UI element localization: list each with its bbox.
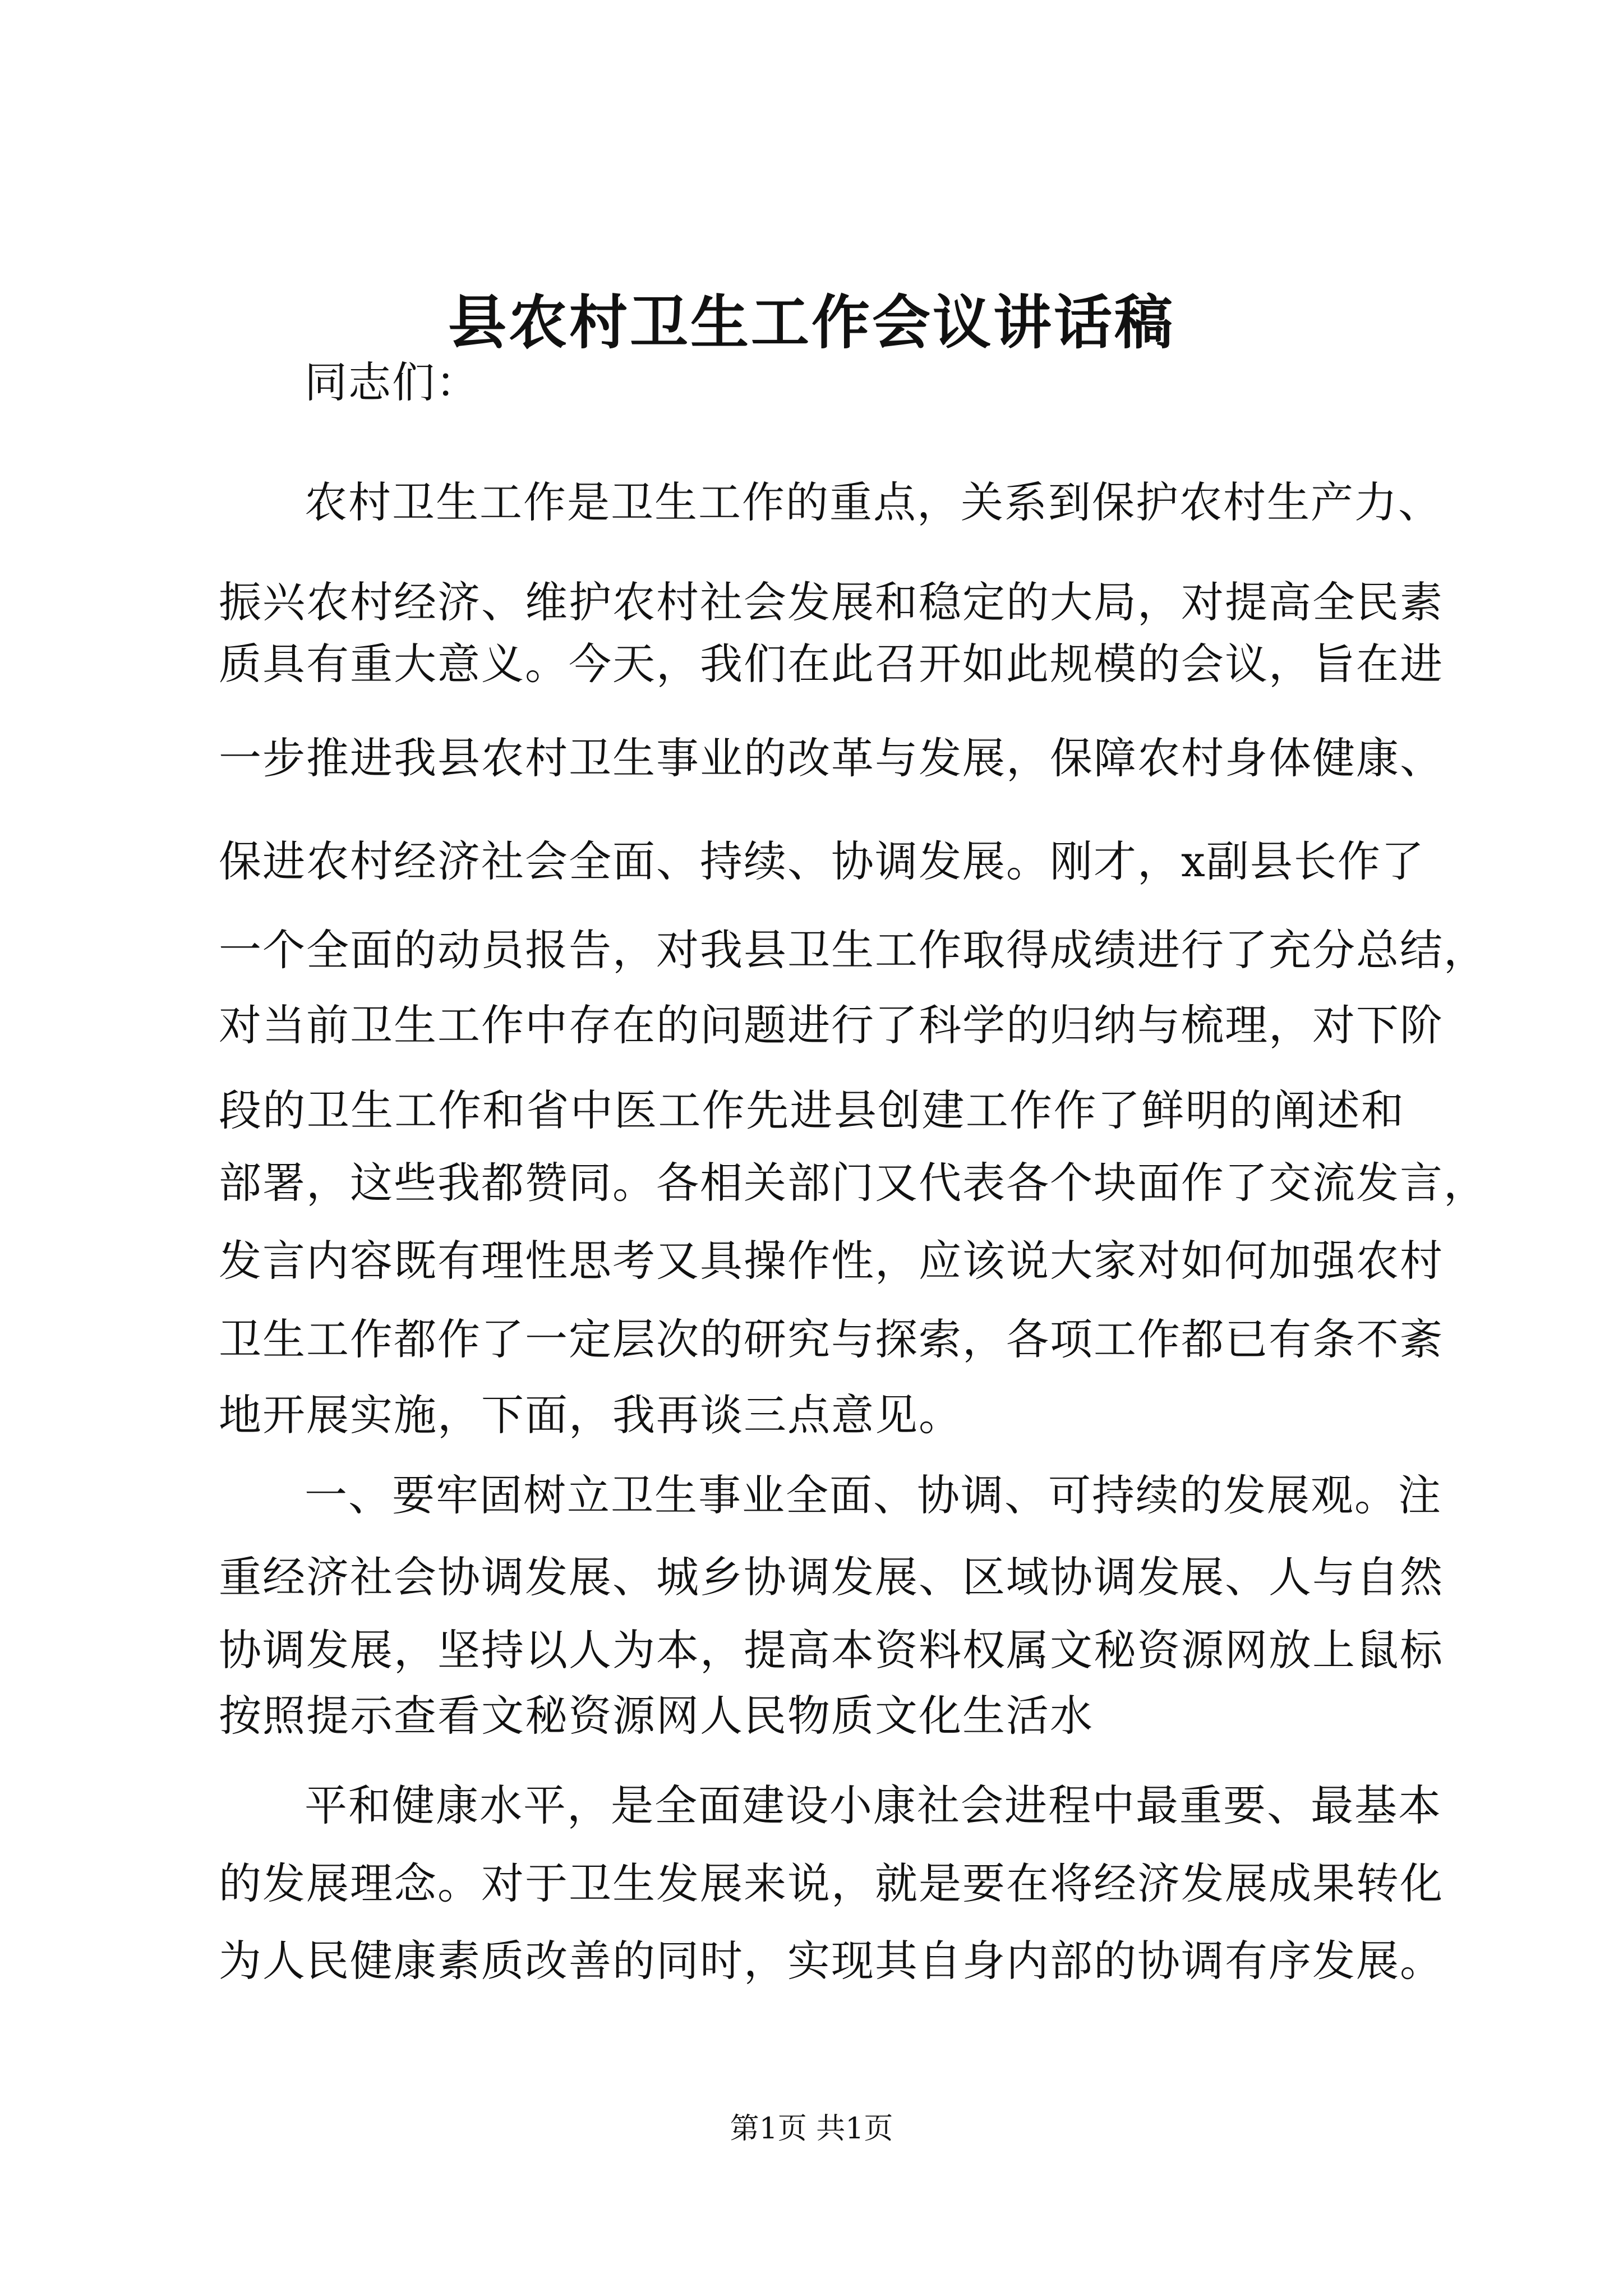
paragraph-line: 质具有重大意义。今天，我们在此召开如此规模的会议，旨在进 [219, 639, 1444, 689]
paragraph-line: 卫生工作都作了一定层次的研究与探索，各项工作都已有条不紊 [219, 1314, 1444, 1364]
paragraph-line: 部署，这些我都赞同。各相关部门又代表各个块面作了交流发言， [219, 1158, 1487, 1208]
paragraph-line: 一步推进我县农村卫生事业的改革与发展，保障农村身体健康、 [219, 733, 1444, 783]
paragraph-line: 按照提示查看文秘资源网人民物质文化生活水 [219, 1691, 1094, 1741]
paragraph-line: 保进农村经济社会全面、持续、协调发展。刚才，x副县长作了 [219, 836, 1425, 886]
paragraph-line: 一、要牢固树立卫生事业全面、协调、可持续的发展观。注 [305, 1470, 1442, 1520]
paragraph-line: 农村卫生工作是卫生工作的重点，关系到保护农村生产力、 [305, 477, 1442, 527]
paragraph-line: 平和健康水平，是全面建设小康社会进程中最重要、最基本 [305, 1780, 1442, 1830]
paragraph-line: 地开展实施，下面，我再谈三点意见。 [219, 1390, 962, 1440]
document-title: 县农村卫生工作会议讲话稿 [448, 288, 1175, 357]
salutation: 同志们： [305, 357, 479, 407]
paragraph-line: 协调发展，坚持以人为本，提高本资料权属文秘资源网放上鼠标 [219, 1625, 1444, 1675]
paragraph-line: 重经济社会协调发展、城乡协调发展、区域协调发展、人与自然 [219, 1552, 1444, 1602]
paragraph-line: 的发展理念。对于卫生发展来说，就是要在将经济发展成果转化 [219, 1858, 1444, 1908]
paragraph-line: 为人民健康素质改善的同时，实现其自身内部的协调有序发展。 [219, 1936, 1444, 1986]
page-footer: 第1页 共1页 [730, 2112, 893, 2146]
paragraph-line: 一个全面的动员报告，对我县卫生工作取得成绩进行了充分总结， [219, 925, 1487, 975]
paragraph-line: 振兴农村经济、维护农村社会发展和稳定的大局，对提高全民素 [219, 577, 1444, 627]
paragraph-line: 对当前卫生工作中存在的问题进行了科学的归纳与梳理，对下阶 [219, 1000, 1444, 1050]
paragraph-line: 发言内容既有理性思考又具操作性，应该说大家对如何加强农村 [219, 1236, 1444, 1286]
paragraph-line: 段的卫生工作和省中医工作先进县创建工作作了鲜明的阐述和 [219, 1085, 1405, 1135]
